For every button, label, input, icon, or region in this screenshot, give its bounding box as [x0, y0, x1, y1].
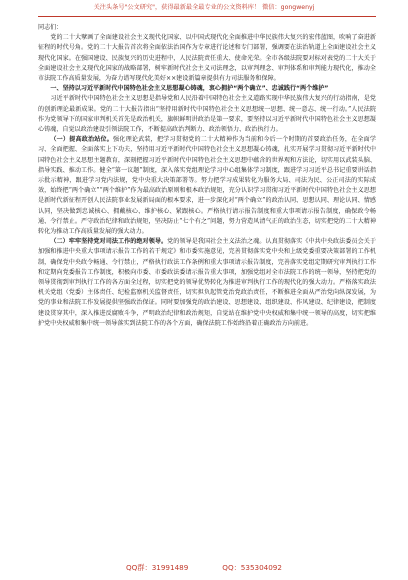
subsection-1	[38, 135, 376, 237]
salutation: 同志们：	[38, 24, 63, 31]
subsection-2-title: （二）牢牢坚持党对司法工作的绝对领导。	[50, 238, 168, 246]
subsection-1-text: 强化理论武装，把学习贯彻党的二十大精神作为当前和今后一个时期的首要政治任务，在全面学习、全面把握、全面落实上下功夫，坚持用习近平新时代中国特色社会主义思想凝心铸魂，扎实开展学习贯彻习近平新时代中国特色社会主义思想主题教育，深刻把握习近平新时代中国特色社会主义思想中蕴含的世界观和方法论，切实用以武装头脑、指导实践、推动工作。健全“第一议题”制度，深入落实党组理论学习中心组集体学习制度，跟进学习习近平总书记重要讲话指示批示精神，跟进学习党内法规，党中央重大决策部署等。努力把学习成果转化为服务大局、司法为民、公正司法的实际成效，始终把“两个确立”“两个维护”作为最高政治原则和根本政治规矩，充分认识学习贯彻习近平新时代中国特色社会主义思想是新时代新征程开创人民法院事业发展新局面的根本要求，进一步深化对“两个确立”的政治认同、思想认同、理论认同、情感认同，坚决做到忠诚核心、拥戴核心、维护核心、紧跟核心。严格执行请示报告制度和重大事项请示报告制度，确保政令畅通、令行禁止。严守政治纪律和政治规矩，坚决防止“七个有之”问题，努力营造风清气正的政治生态，切实把党的二十大精神转化为推动工作高质量发展的强大动力。	[38, 136, 377, 236]
subsection-2-text: 党的领导是我国社会主义法治之魂。认真贯彻落实《中共中央政法委员会关于加强和推进中央重大事项请示报告工作的若干规定》和市委实施意见，完善贯彻落实党中央和上级党委重要决策部署的工作机制，确保党中央政令畅通、令行禁止，严格执行政法工作条例和重大事项请示报告制度，完善落实党组定期研究审判执行工作和定期向党委报告工作制度，积极向市委、市委政法委请示报告重大事项，加强党组对全市法院工作的统一领导，坚持把党的领导贯彻到审判执行工作的各方面全过程，切实把党的领导优势转化为推进审判执行工作的现代化的强大动力。严格落实政法机关党组（党委）主体责任、纪检监察机关监督责任，切实担负起管党治党政治责任，不断推进全面从严治党向纵深发展，为党的事业和法院工作发展提供坚强政治保证。同时要加强党的政治建设、思想建设、组织建设、作风建设、纪律建设，把制度建设贯穿其中，深入推进反腐败斗争，严明政治纪律和政治规矩，自觉站在维护党中央权威和集中统一领导的高度，切实把维护党中央权威和集中统一领导落实到法院工作的各个方面，确保法院工作始终沿着正确政治方向前进。	[38, 238, 377, 327]
top-banner: 关注头条号"公文研究"，获得最新最全最专业的公文资料库！ 微信：gongwenyj	[93, 4, 315, 11]
banner-divider	[38, 16, 376, 17]
footer-contact	[0, 561, 408, 575]
document-body	[38, 23, 376, 329]
section-heading-1: 一、坚持以习近平新时代中国特色社会主义思想凝心铸魂，衷心拥护“两个确立”、忠诚践行“两个维护”	[50, 85, 329, 93]
footer-qq-group: QQ群：31991489	[126, 563, 189, 572]
footer-qq: QQ：535304092	[222, 563, 282, 572]
section-1-paragraph: 习近平新时代中国特色社会主义思想是指导党和人民沿着中国特色社会主义道路实现中华民族伟大复兴的行动指南，是党的创新理论最新成果。党的二十大报告指出“坚持用新时代中国特色社会主义思想统一思想、统一意志、统一行动。”人民法院作为党领导下的国家审判机关首先是政治机关，旗帜鲜明讲政治是第一要求，要坚持以习近平新时代中国特色社会主义思想凝心铸魂，自觉以政治建设引领法院工作，不断提高政治判断力、政治领悟力、政治执行力。	[38, 95, 376, 134]
subsection-1-title: （一）提高政治站位。	[50, 136, 114, 144]
subsection-2	[38, 237, 376, 329]
intro-paragraph: 党的二十大擘画了全面建设社会主义现代化国家、以中国式现代化全面推进中华民族伟大复兴的宏伟蓝图，吹响了奋进新征程的时代号角。党的二十大报告首次将全面依法治国作为专章进行论述和专门部署，强调要在法治轨道上全面建设社会主义现代化国家。在强国建设、民族复兴的历史进程中，人民法院责任重大、使命光荣。全市各级法院要对标对表党的二十大关于全面建设社会主义现代化国家的战略部署，树牢新时代社会主义司法理念，以审判理念、审判体系和审判能力现代化，推动全市法院工作高质量发展，为奋力谱写现代化美好××建设新篇章提供有力司法服务和保障。	[38, 34, 376, 83]
